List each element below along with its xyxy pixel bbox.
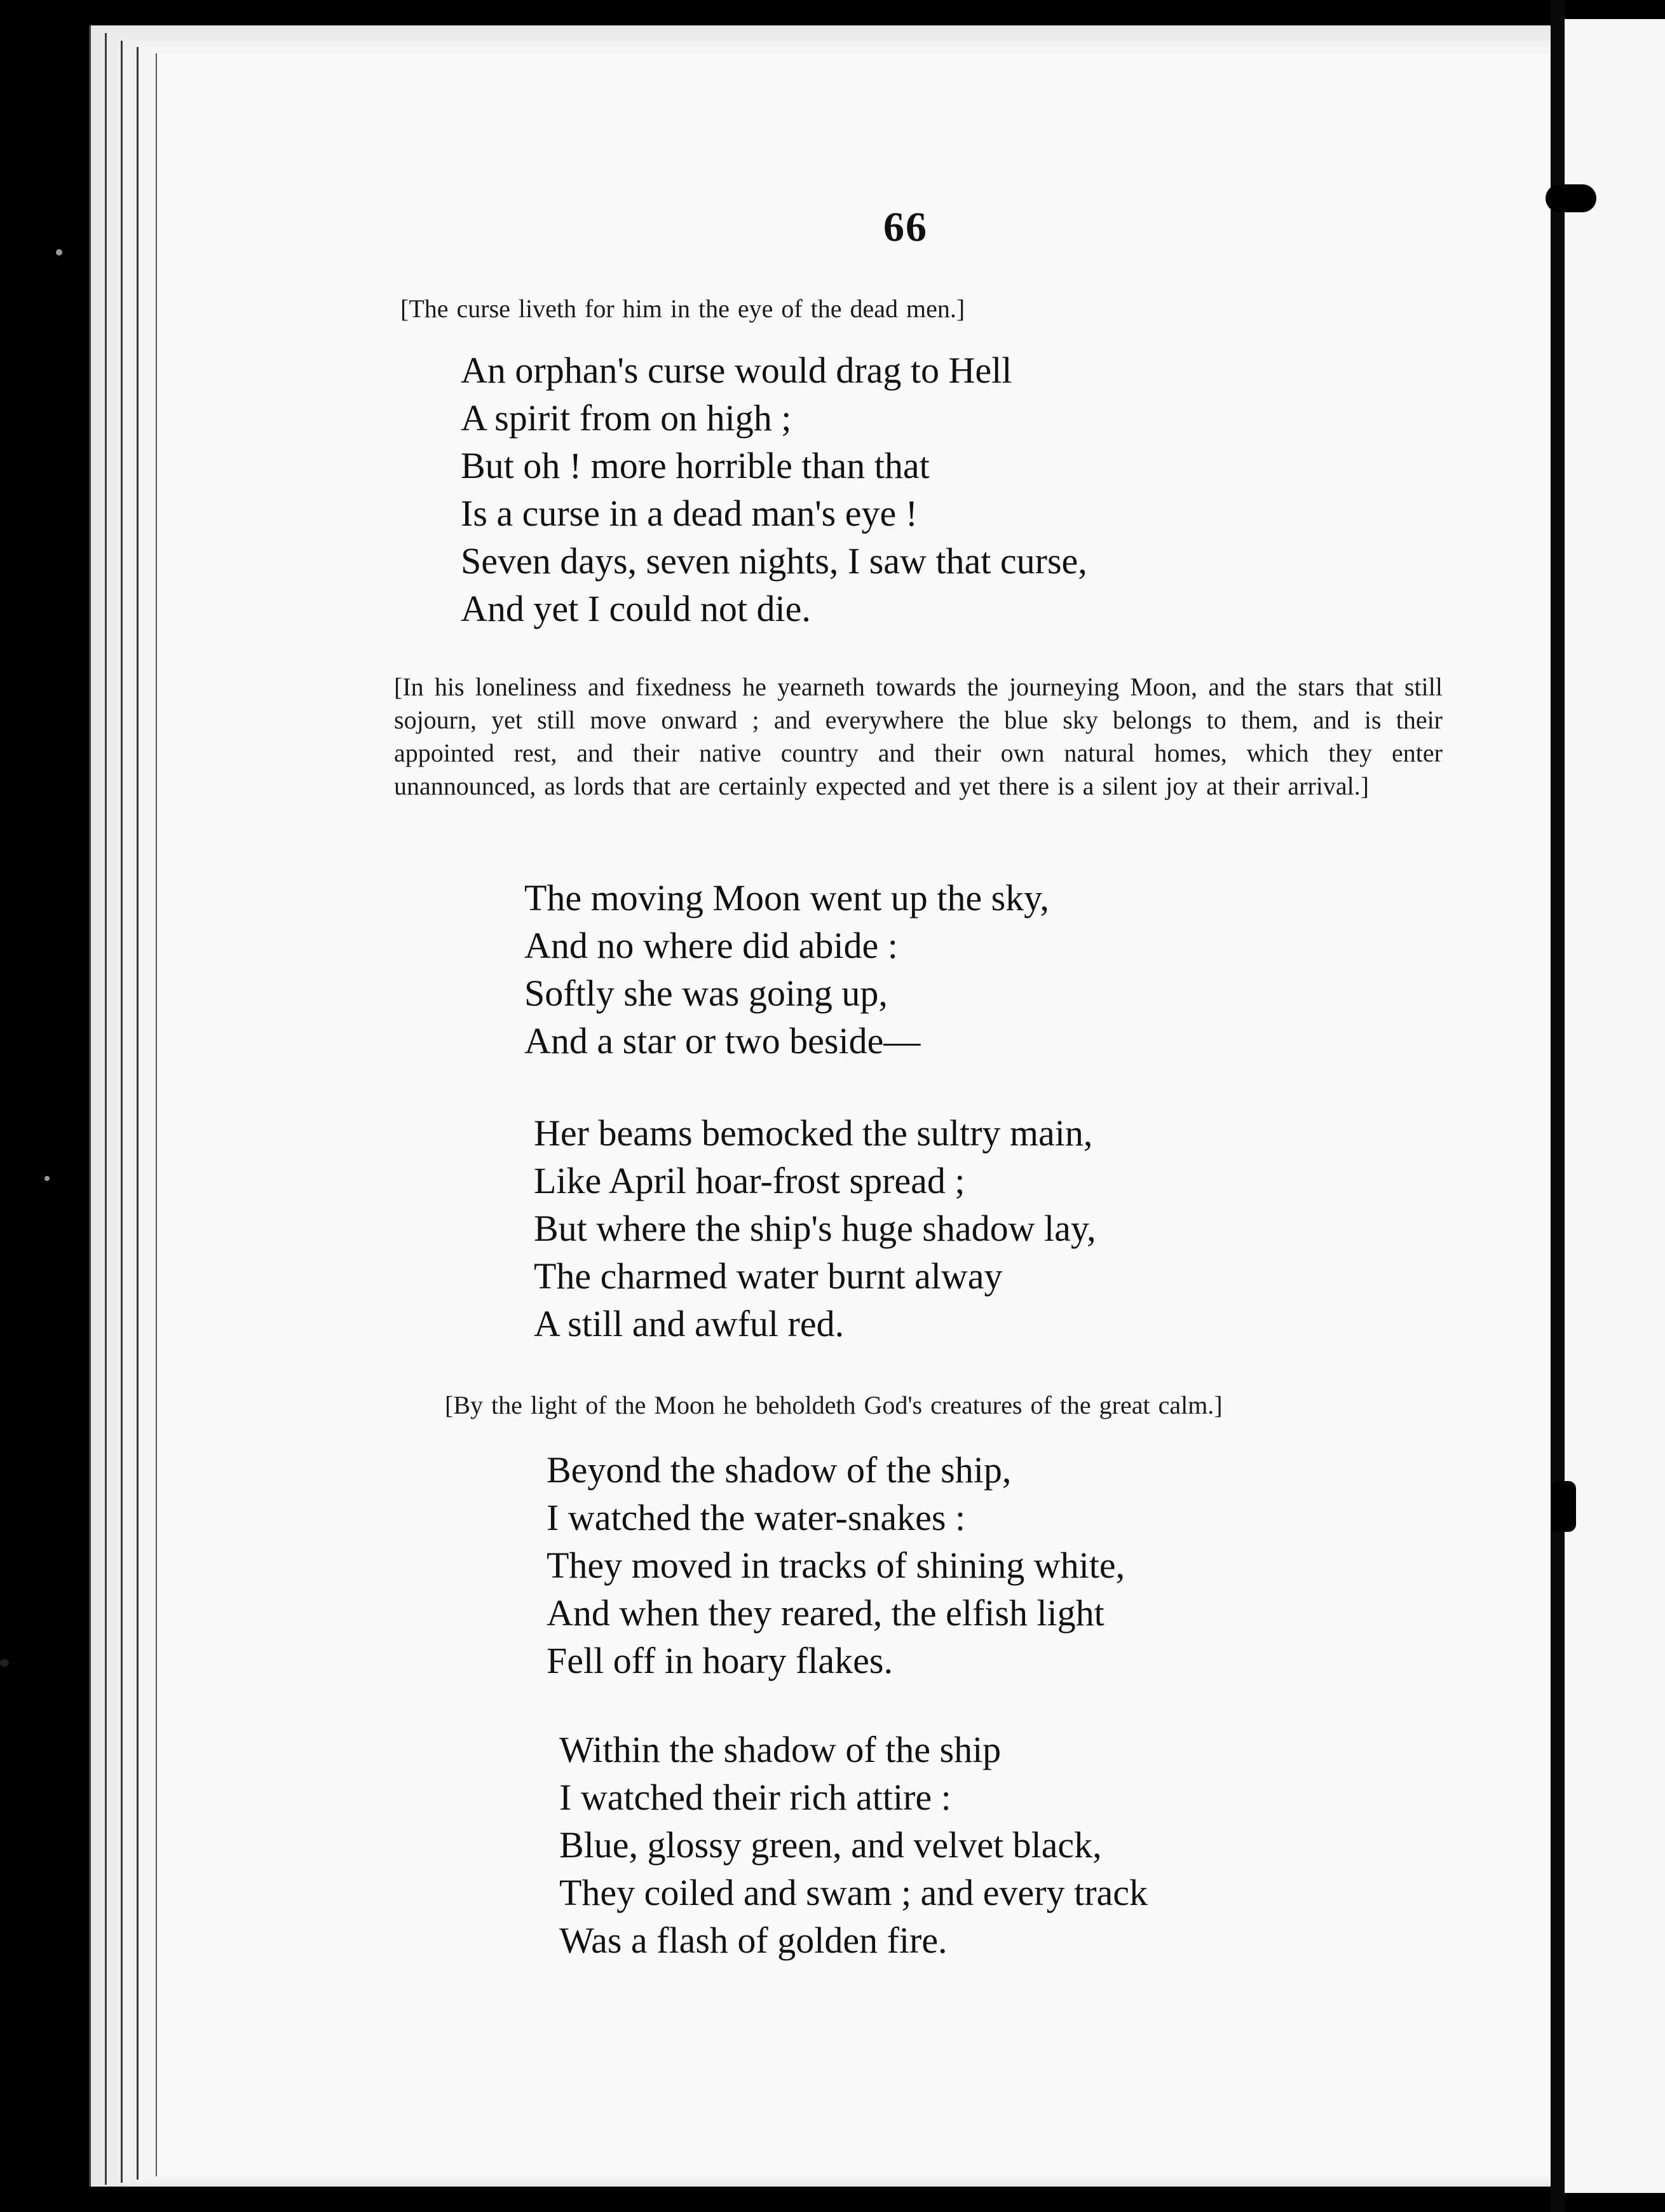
verse-line: They coiled and swam ; and every track [559, 1872, 1148, 1913]
verse-line: And when they reared, the elfish light [547, 1592, 1104, 1634]
verse-stanza [547, 1446, 1125, 1684]
marginal-gloss: [In his loneliness and fixedness he yearneth towards the journeying Moon, and the stars that still sojourn, yet still move onward ; and everywhere the blue sky belongs to them, and is their appointed rest, and their native country and their own natural homes, which they enter unannounced, as lords that are certainly expected and yet there is a silent joy at their arrival.] [394, 672, 1443, 800]
scan-speck [0, 1659, 9, 1667]
verse-line: An orphan's curse would drag to Hell [461, 350, 1012, 391]
scan-speck [44, 1176, 50, 1181]
book-gutter [1551, 0, 1565, 2212]
verse-line: Within the shadow of the ship [559, 1729, 1002, 1770]
verse-line: I watched the water-snakes : [547, 1497, 966, 1538]
facing-page-edge [1565, 19, 1665, 2193]
verse-line: The moving Moon went up the sky, [524, 877, 1049, 918]
verse-line: Is a curse in a dead man's eye ! [461, 493, 918, 534]
verse-line: Seven days, seven nights, I saw that curse, [461, 540, 1087, 582]
verse-line: But oh ! more horrible than that [461, 445, 930, 486]
binding-clip [1546, 184, 1596, 212]
verse-line: Fell off in hoary flakes. [547, 1640, 893, 1681]
marginal-gloss: [By the light of the Moon he beholdeth God's creatures of the great calm.] [445, 1391, 1223, 1419]
verse-line: And yet I could not die. [461, 588, 811, 629]
verse-stanza [534, 1109, 1096, 1348]
verse-stanza [559, 1726, 1148, 1964]
verse-line: The charmed water burnt alway [534, 1255, 1003, 1297]
verse-line: A spirit from on high ; [461, 397, 792, 439]
verse-line: They moved in tracks of shining white, [547, 1545, 1125, 1586]
verse-line: A still and awful red. [534, 1303, 845, 1344]
verse-line: Softly she was going up, [524, 973, 888, 1014]
page-number: 66 [883, 204, 928, 250]
verse-line: Blue, glossy green, and velvet black, [559, 1824, 1102, 1866]
verse-line: Was a flash of golden fire. [559, 1920, 948, 1961]
verse-line: But where the ship's huge shadow lay, [534, 1208, 1096, 1249]
verse-line: Beyond the shadow of the ship, [547, 1449, 1012, 1491]
verse-line: And no where did abide : [524, 925, 898, 966]
verse-stanza [461, 346, 1087, 632]
scan-speck [56, 249, 62, 256]
verse-line: I watched their rich attire : [559, 1777, 951, 1818]
verse-stanza [524, 874, 1049, 1065]
verse-line: And a star or two beside— [524, 1020, 921, 1062]
binding-clip [1551, 1481, 1576, 1532]
verse-line: Her beams bemocked the sultry main, [534, 1112, 1093, 1154]
verse-line: Like April hoar-frost spread ; [534, 1160, 965, 1201]
marginal-gloss: [The curse liveth for him in the eye of the dead men.] [400, 294, 965, 323]
